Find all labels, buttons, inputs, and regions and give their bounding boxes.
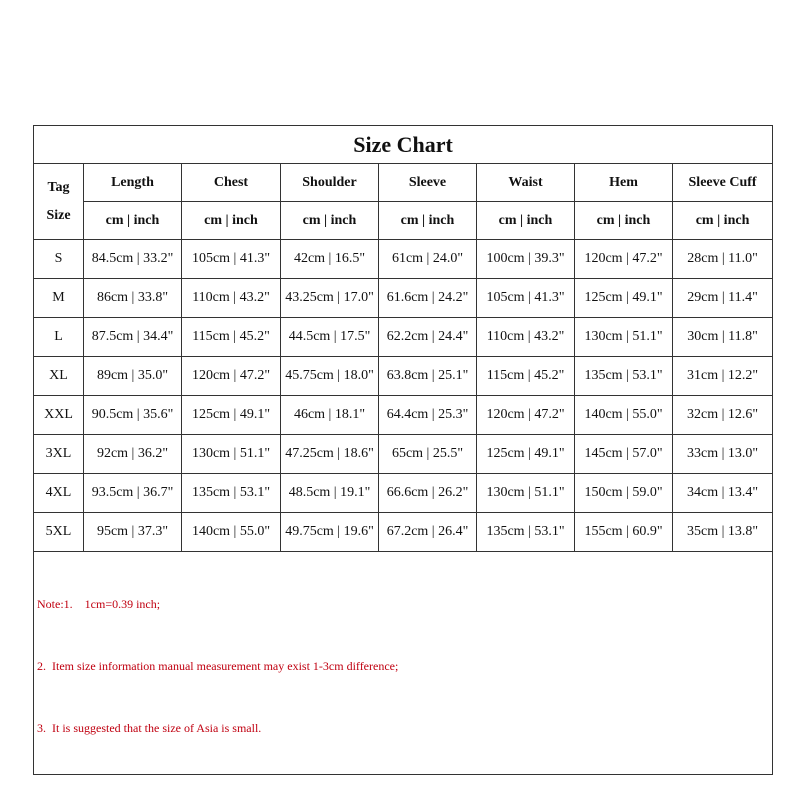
notes-section: [34, 552, 773, 775]
unit-header: cm | inch: [477, 202, 575, 240]
unit-header: cm | inch: [84, 202, 182, 240]
table-row: [34, 357, 773, 396]
measurement-cell: 65cm | 25.5": [379, 435, 477, 474]
measurement-cell: 140cm | 55.0": [182, 513, 281, 552]
size-label: Size: [46, 207, 71, 223]
measurement-cell: 30cm | 11.8": [673, 318, 773, 357]
measurement-cell: 44.5cm | 17.5": [281, 318, 379, 357]
page-title: Size Chart: [34, 126, 773, 164]
tag-size-header: [34, 164, 84, 240]
measurement-cell: 32cm | 12.6": [673, 396, 773, 435]
unit-header: cm | inch: [182, 202, 281, 240]
measurement-cell: 66.6cm | 26.2": [379, 474, 477, 513]
measurement-cell: 125cm | 49.1": [477, 435, 575, 474]
size-cell: M: [34, 279, 84, 318]
table-row: [34, 396, 773, 435]
measurement-cell: 89cm | 35.0": [84, 357, 182, 396]
measurement-cell: 62.2cm | 24.4": [379, 318, 477, 357]
measurement-cell: 155cm | 60.9": [575, 513, 673, 552]
measurement-cell: 34cm | 13.4": [673, 474, 773, 513]
measurement-cell: 61cm | 24.0": [379, 240, 477, 279]
measurement-cell: 130cm | 51.1": [477, 474, 575, 513]
table-row: [34, 279, 773, 318]
size-cell: XL: [34, 357, 84, 396]
measurement-cell: 87.5cm | 34.4": [84, 318, 182, 357]
measurement-cell: 105cm | 41.3": [182, 240, 281, 279]
measurement-cell: 120cm | 47.2": [182, 357, 281, 396]
table-row: [34, 240, 773, 279]
measurement-cell: 61.6cm | 24.2": [379, 279, 477, 318]
note-item: Note:1. 1cm=0.39 inch;: [37, 597, 161, 611]
size-cell: 4XL: [34, 474, 84, 513]
unit-header: cm | inch: [379, 202, 477, 240]
measurement-cell: 105cm | 41.3": [477, 279, 575, 318]
size-cell: L: [34, 318, 84, 357]
column-header: Hem: [575, 164, 673, 202]
measurement-cell: 33cm | 13.0": [673, 435, 773, 474]
measurement-cell: 120cm | 47.2": [477, 396, 575, 435]
column-header: Waist: [477, 164, 575, 202]
measurement-cell: 130cm | 51.1": [182, 435, 281, 474]
measurement-cell: 120cm | 47.2": [575, 240, 673, 279]
column-header: Sleeve Cuff: [673, 164, 773, 202]
measurement-cell: 43.25cm | 17.0": [281, 279, 379, 318]
measurement-cell: 47.25cm | 18.6": [281, 435, 379, 474]
column-header: Length: [84, 164, 182, 202]
measurement-cell: 92cm | 36.2": [84, 435, 182, 474]
measurement-cell: 95cm | 37.3": [84, 513, 182, 552]
measurement-cell: 46cm | 18.1": [281, 396, 379, 435]
measurement-cell: 49.75cm | 19.6": [281, 513, 379, 552]
measurement-cell: 140cm | 55.0": [575, 396, 673, 435]
note-item: 3. It is suggested that the size of Asia is small.: [37, 721, 262, 735]
measurement-cell: 28cm | 11.0": [673, 240, 773, 279]
size-cell: 5XL: [34, 513, 84, 552]
measurement-cell: 100cm | 39.3": [477, 240, 575, 279]
measurement-cell: 84.5cm | 33.2": [84, 240, 182, 279]
measurement-cell: 115cm | 45.2": [477, 357, 575, 396]
table-row: [34, 513, 773, 552]
measurement-cell: 90.5cm | 35.6": [84, 396, 182, 435]
column-header: Sleeve: [379, 164, 477, 202]
measurement-cell: 35cm | 13.8": [673, 513, 773, 552]
measurement-cell: 48.5cm | 19.1": [281, 474, 379, 513]
measurement-cell: 67.2cm | 26.4": [379, 513, 477, 552]
note-item: 2. Item size information manual measurement may exist 1-3cm difference;: [37, 659, 399, 673]
measurement-cell: 64.4cm | 25.3": [379, 396, 477, 435]
size-chart-table: [33, 125, 773, 775]
column-header: Chest: [182, 164, 281, 202]
measurement-cell: 63.8cm | 25.1": [379, 357, 477, 396]
table-row: [34, 474, 773, 513]
measurement-cell: 135cm | 53.1": [477, 513, 575, 552]
measurement-cell: 135cm | 53.1": [575, 357, 673, 396]
measurement-cell: 130cm | 51.1": [575, 318, 673, 357]
measurement-cell: 86cm | 33.8": [84, 279, 182, 318]
measurement-cell: 93.5cm | 36.7": [84, 474, 182, 513]
measurement-cell: 135cm | 53.1": [182, 474, 281, 513]
measurement-cell: 110cm | 43.2": [477, 318, 575, 357]
unit-header: cm | inch: [575, 202, 673, 240]
measurement-cell: 42cm | 16.5": [281, 240, 379, 279]
measurement-cell: 29cm | 11.4": [673, 279, 773, 318]
unit-header: cm | inch: [281, 202, 379, 240]
tag-label: Tag: [47, 179, 70, 195]
measurement-cell: 125cm | 49.1": [575, 279, 673, 318]
size-cell: 3XL: [34, 435, 84, 474]
table-row: [34, 435, 773, 474]
size-cell: S: [34, 240, 84, 279]
measurement-cell: 125cm | 49.1": [182, 396, 281, 435]
measurement-cell: 31cm | 12.2": [673, 357, 773, 396]
measurement-cell: 110cm | 43.2": [182, 279, 281, 318]
column-header: Shoulder: [281, 164, 379, 202]
measurement-cell: 45.75cm | 18.0": [281, 357, 379, 396]
table-row: [34, 318, 773, 357]
unit-header: cm | inch: [673, 202, 773, 240]
measurement-cell: 150cm | 59.0": [575, 474, 673, 513]
size-cell: XXL: [34, 396, 84, 435]
measurement-cell: 145cm | 57.0": [575, 435, 673, 474]
measurement-cell: 115cm | 45.2": [182, 318, 281, 357]
